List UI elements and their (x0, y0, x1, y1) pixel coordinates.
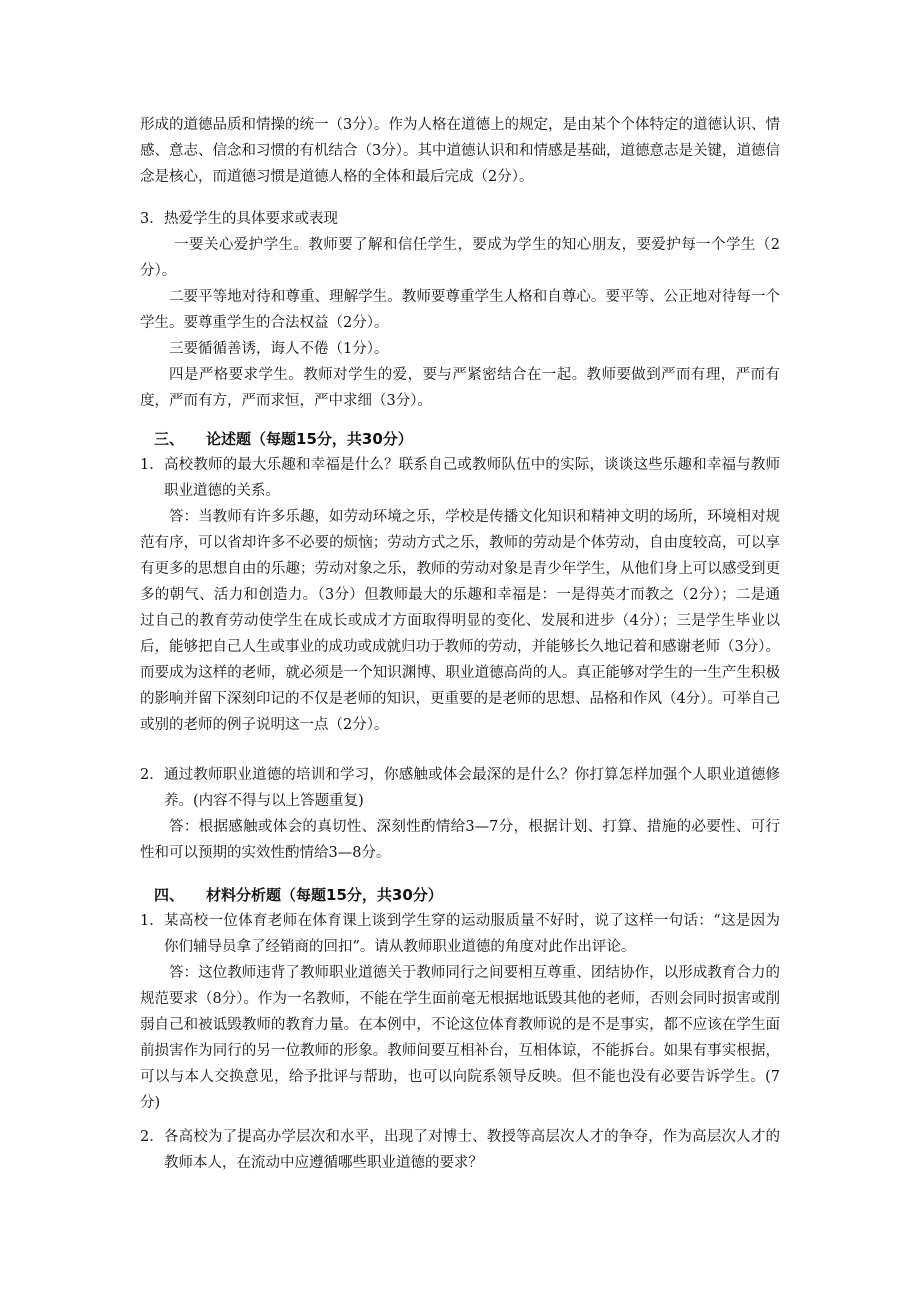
section-title: 论述题（每题15分，共30分） (206, 430, 413, 448)
analysis-answer-1: 答：这位教师违背了教师职业道德关于教师同行之间要相互尊重、团结协作，以形成教育合力的规范要求（8分）。作为一名教师，不能在学生面前毫无根据地诋毁其他的老师，否则会同时损害或削弱自己和被诋毁教师的教育力量。在本例中，不论这位体育教师说的是不是事实，都不应该在学生面前损害作为同行的另一位教师的形象。教师间要互相补台，互相体谅，不能拆台。如果有事实根据，可以与本人交换意见，给予批评与帮助，也可以向院系领导反映。但不能也没有必要告诉学生。(7分) (140, 965, 780, 1111)
q3-point-1: 一要关心爱护学生。教师要了解和信任学生，要成为学生的知心朋友，要爱护每一个学生（2分）。 (140, 237, 780, 279)
question-number: 2． (140, 767, 164, 783)
question-number: 3． (140, 211, 164, 227)
question-number: 1． (140, 457, 164, 473)
q3-point-2: 二要平等地对待和尊重、理解学生。教师要尊重学生人格和自尊心。要平等、公正地对待每一个学生。要尊重学生的合法权益（2分）。 (140, 289, 780, 331)
section-4-heading (154, 882, 774, 908)
question-text: 各高校为了提高办学层次和水平，出现了对博士、教授等高层次人才的争夺，作为高层次人才的教师本人，在流动中应遵循哪些职业道德的要求？ (164, 1129, 780, 1171)
essay-answer-2: 答：根据感触或体会的真切性、深刻性酌情给3—7分，根据计划、打算、措施的必要性、可行性和可以预期的实效性酌情给3—8分。 (140, 819, 780, 861)
question-number: 1． (140, 913, 164, 929)
intro-paragraph: 形成的道德品质和情操的统一（3分）。作为人格在道德上的规定，是由某个个体特定的道德认识、情感、意志、信念和习惯的有机结合（3分）。其中道德认识和和情感是基础，道德意志是关键，道德信念是核心，而道德习惯是道德人格的全体和最后完成（2分）。 (140, 117, 780, 185)
analysis-question-2 (140, 1124, 780, 1176)
analysis-question-1 (140, 908, 780, 960)
essay-question-1 (140, 452, 780, 504)
essay-answer-1: 答：当教师有许多乐趣，如劳动环境之乐，学校是传播文化知识和精神文明的场所，环境相对规范有序，可以省却许多不必要的烦恼；劳动方式之乐，教师的劳动是个体劳动，自由度较高，可以享有更多的思想自由的乐趣；劳动对象之乐，教师的劳动对象是青少年学生，从他们身上可以感受到更多的朝气、活力和创造力。（3分）但教师最大的乐趣和幸福是：一是得英才而教之（2分）；二是通过自己的教育劳动使学生在成长或成才方面取得明显的变化、发展和进步（4分）；三是学生毕业以后，能够把自己人生或事业的成功或成就归功于教师的劳动，并能够长久地记着和感谢老师（3分）。而要成为这样的老师，就必须是一个知识渊博、职业道德高尚的人。真正能够对学生的一生产生积极的影响并留下深刻印记的不仅是老师的知识，更重要的是老师的思想、品格和作风（4分）。可举自己或别的老师的例子说明这一点（2分）。 (140, 509, 780, 733)
essay-question-2 (140, 762, 780, 814)
question-text: 高校教师的最大乐趣和幸福是什么？联系自己或教师队伍中的实际，谈谈这些乐趣和幸福与教师职业道德的关系。 (164, 457, 780, 499)
q3-point-3: 三要循循善诱，诲人不倦（1分）。 (169, 341, 389, 357)
question-number: 2． (140, 1129, 164, 1145)
section-number: 四、 (154, 886, 185, 904)
question-3-heading (140, 206, 780, 232)
q3-point-4: 四是严格要求学生。教师对学生的爱，要与严紧密结合在一起。教师要做到严而有理，严而有度，严而有方，严而求恒，严中求细（3分）。 (140, 367, 780, 409)
section-3-heading (154, 426, 774, 452)
section-title: 材料分析题（每题15分，共30分） (206, 886, 443, 904)
section-number: 三、 (154, 430, 185, 448)
question-text: 某高校一位体育老师在体育课上谈到学生穿的运动服质量不好时，说了这样一句话：“这是因为你们辅导员拿了经销商的回扣”。请从教师职业道德的角度对此作出评论。 (164, 913, 780, 955)
question-title: 热爱学生的具体要求或表现 (164, 211, 338, 227)
question-text: 通过教师职业道德的培训和学习，你感触或体会最深的是什么？你打算怎样加强个人职业道德修养。(内容不得与以上答题重复) (164, 767, 780, 809)
